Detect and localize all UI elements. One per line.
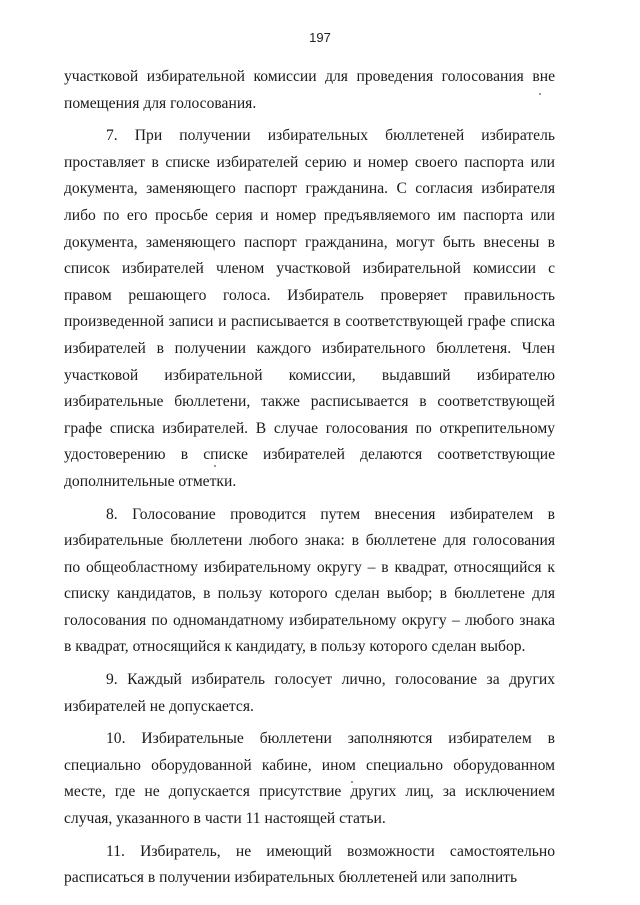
paragraph-continuation: участковой избирательной комиссии для проведения голосования вне помещения для голосования. [64,68,555,112]
paragraph-item-8: 8. Голосование проводится путем внесения избирателем в избирательные бюллетени любого знака: в бюллетене для голосования по общеобластному избирательному округу – в квадрат, относящийся к списку кандидатов, в пользу которого сделан выбор; в бюллетене для голосования по одномандатному избирательному округу – любого знака в квадрат, относящийся к кандидату, в пользу которого сделан выбор. [64,505,555,656]
scan-speck [351,781,353,783]
scan-speck [539,93,541,95]
document-body [64,64,555,892]
paragraph-item-7: 7. При получении избирательных бюллетеней избиратель проставляет в списке избирателей серию и номер своего паспорта или документа, заменяющего паспорт гражданина. С согласия избирателя либо по его просьбе серия и номер предъявляемого им паспорта или документа, заменяющего паспорт гражданина, могут быть внесены в список избирателей членом участковой избирательной комиссии с правом решающего голоса. Избиратель проверяет правильность произведенной записи и расписывается в соответствующей графе списка избирателей в получении каждого избирательного бюллетеня. Член участковой избирательной комиссии, выдавший избирателю избирательные бюллетени, также расписывается в соответствующей графе списка избирателей. В случае голосования по открепительному удостоверению в списке избирателей делаются соответствующие дополнительные отметки. [64,127,555,490]
scan-speck [214,465,216,467]
page-number: 197 [309,30,331,45]
paragraph-item-9: 9. Каждый избиратель голосует лично, голосование за других избирателей не допускается. [64,671,555,715]
paragraph-item-11: 11. Избиратель, не имеющий возможности самостоятельно расписаться в получении избирательных бюллетеней или заполнить [64,842,555,887]
paragraph-item-10: 10. Избирательные бюллетени заполняются избирателем в специально оборудованной кабине, ином специально оборудованном месте, где не допускается присутствие других лиц, за исключением случая, указанного в части 11 настоящей статьи. [64,730,555,828]
